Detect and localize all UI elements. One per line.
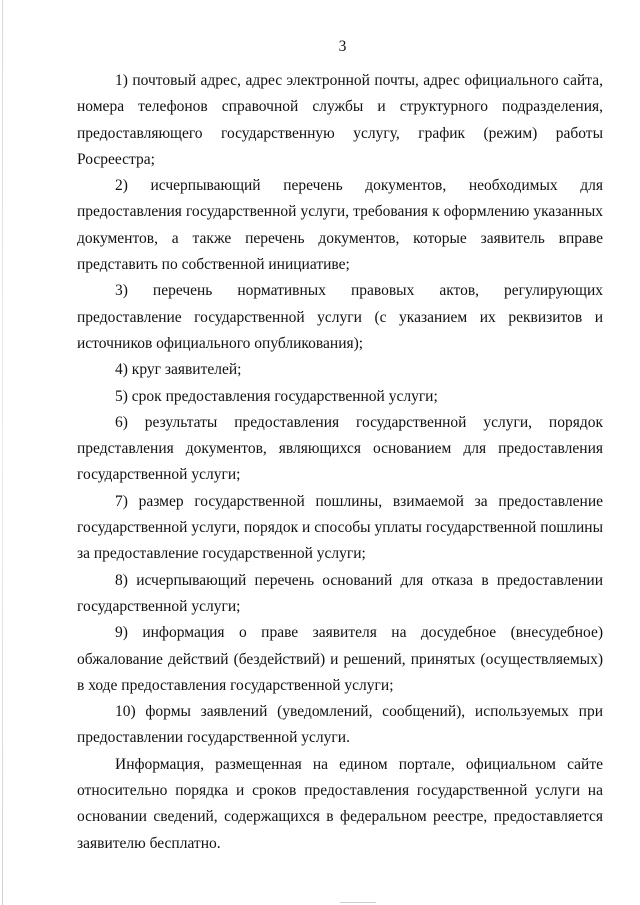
- scan-edge-line: [2, 0, 3, 905]
- paragraph-item-7: 7) размер государственной пошлины, взимаемой за предоставление государственной услуги, порядок и способы уплаты государственной пошлины за предоставление государственной услуги;: [77, 492, 603, 563]
- paragraph-item-2: 2) исчерпывающий перечень документов, необходимых для предоставления государственной услуги, требования к оформлению указанных документов, а также перечень документов, которые заявитель вправе представить по собственной инициативе;: [77, 177, 603, 274]
- paragraph-item-8: 8) исчерпывающий перечень оснований для отказа в предоставлении государственной услуги;: [77, 571, 603, 615]
- paragraph-item-3: 3) перечень нормативных правовых актов, регулирующих предоставление государственной услуги (с указанием их реквизитов и источников официального опубликования);: [77, 282, 603, 352]
- document-body: [77, 68, 603, 857]
- paragraph-item-6: 6) результаты предоставления государственной услуги, порядок представления документов, являющихся основанием для предоставления государственной услуги;: [77, 413, 603, 484]
- page-number: 3: [338, 38, 347, 55]
- paragraph-item-9: 9) информация о праве заявителя на досудебное (внесудебное) обжалование действий (бездействий) и решений, принятых (осуществляемых) в ходе предоставления государственной услуги;: [77, 624, 603, 694]
- paragraph-item-5: 5) срок предоставления государственной услуги;: [115, 387, 438, 405]
- paragraph-item-1: 1) почтовый адрес, адрес электронной почты, адрес официального сайта, номера телефонов справочной службы и структурного подразделения, предоставляющего государственную услугу, график (режим) работы Росреестра;: [77, 72, 603, 168]
- paragraph-item-10: 10) формы заявлений (уведомлений, сообщений), используемых при предоставлении государственной услуги.: [77, 703, 603, 747]
- paragraph-information-note: Информация, размещенная на едином портале, официальном сайте относительно порядка и сроков предоставления государственной услуги на основании сведений, содержащихся в федеральном реестре, предоставляется заявителю бесплатно.: [77, 755, 603, 852]
- scan-edge-mark: [340, 902, 376, 903]
- paragraph-item-4: 4) круг заявителей;: [115, 361, 242, 379]
